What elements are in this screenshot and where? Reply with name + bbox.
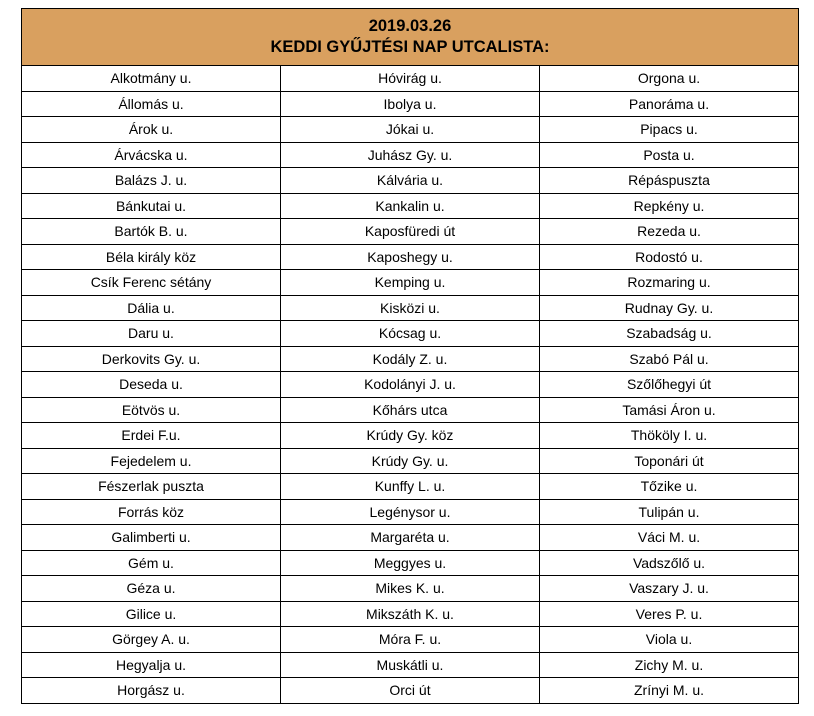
table-row xyxy=(22,66,799,92)
street-name-cell: Váci M. u. xyxy=(540,525,799,551)
header-cell xyxy=(22,9,799,66)
street-name-cell: Vadszőlő u. xyxy=(540,550,799,576)
street-name-cell: Kunffy L. u. xyxy=(281,474,540,500)
street-name-cell: Rozmaring u. xyxy=(540,270,799,296)
street-name-cell: Thököly I. u. xyxy=(540,423,799,449)
street-name-cell: Vaszary J. u. xyxy=(540,576,799,602)
street-rows xyxy=(22,66,799,704)
street-name-cell: Rezeda u. xyxy=(540,219,799,245)
collection-date: 2019.03.26 xyxy=(368,17,452,35)
street-name-cell: Bartók B. u. xyxy=(22,219,281,245)
table-row xyxy=(22,244,799,270)
street-name-cell: Margaréta u. xyxy=(281,525,540,551)
street-name-cell: Forrás köz xyxy=(22,499,281,525)
street-name-cell: Béla király köz xyxy=(22,244,281,270)
street-name-cell: Kodály Z. u. xyxy=(281,346,540,372)
street-name-cell: Árvácska u. xyxy=(22,142,281,168)
table-row xyxy=(22,525,799,551)
street-name-cell: Tőzike u. xyxy=(540,474,799,500)
street-name-cell: Mikszáth K. u. xyxy=(281,601,540,627)
street-name-cell: Árok u. xyxy=(22,117,281,143)
street-name-cell: Krúdy Gy. köz xyxy=(281,423,540,449)
street-name-cell: Szőlőhegyi út xyxy=(540,372,799,398)
street-name-cell: Kőhárs utca xyxy=(281,397,540,423)
street-name-cell: Daru u. xyxy=(22,321,281,347)
street-name-cell: Panoráma u. xyxy=(540,91,799,117)
table-row xyxy=(22,499,799,525)
street-name-cell: Hóvirág u. xyxy=(281,66,540,92)
street-name-cell: Veres P. u. xyxy=(540,601,799,627)
table-row xyxy=(22,168,799,194)
street-name-cell: Galimberti u. xyxy=(22,525,281,551)
table-row xyxy=(22,397,799,423)
table-row xyxy=(22,678,799,704)
street-name-cell: Zrínyi M. u. xyxy=(540,678,799,704)
street-name-cell: Kálvária u. xyxy=(281,168,540,194)
street-name-cell: Eötvös u. xyxy=(22,397,281,423)
street-name-cell: Jókai u. xyxy=(281,117,540,143)
street-name-cell: Legénysor u. xyxy=(281,499,540,525)
street-name-cell: Toponári út xyxy=(540,448,799,474)
street-name-cell: Szabadság u. xyxy=(540,321,799,347)
table-row xyxy=(22,321,799,347)
table-row xyxy=(22,142,799,168)
street-name-cell: Fejedelem u. xyxy=(22,448,281,474)
street-name-cell: Dália u. xyxy=(22,295,281,321)
street-name-cell: Kisközi u. xyxy=(281,295,540,321)
table-row xyxy=(22,270,799,296)
street-name-cell: Kemping u. xyxy=(281,270,540,296)
header-row xyxy=(22,9,799,66)
table-row xyxy=(22,576,799,602)
table-row xyxy=(22,117,799,143)
street-name-cell: Géza u. xyxy=(22,576,281,602)
street-name-cell: Viola u. xyxy=(540,627,799,653)
street-name-cell: Móra F. u. xyxy=(281,627,540,653)
table-row xyxy=(22,193,799,219)
street-name-cell: Orgona u. xyxy=(540,66,799,92)
table-row xyxy=(22,652,799,678)
table-row xyxy=(22,474,799,500)
street-name-cell: Kaposhegy u. xyxy=(281,244,540,270)
street-name-cell: Fészerlak puszta xyxy=(22,474,281,500)
street-name-cell: Krúdy Gy. u. xyxy=(281,448,540,474)
street-name-cell: Répáspuszta xyxy=(540,168,799,194)
street-name-cell: Muskátli u. xyxy=(281,652,540,678)
street-name-cell: Horgász u. xyxy=(22,678,281,704)
street-name-cell: Kodolányi J. u. xyxy=(281,372,540,398)
street-name-cell: Rodostó u. xyxy=(540,244,799,270)
table-row xyxy=(22,550,799,576)
street-name-cell: Görgey A. u. xyxy=(22,627,281,653)
table-row xyxy=(22,91,799,117)
street-name-cell: Bánkutai u. xyxy=(22,193,281,219)
street-name-cell: Balázs J. u. xyxy=(22,168,281,194)
table-row xyxy=(22,219,799,245)
street-name-cell: Kaposfüredi út xyxy=(281,219,540,245)
street-name-cell: Pipacs u. xyxy=(540,117,799,143)
street-name-cell: Erdei F.u. xyxy=(22,423,281,449)
street-name-cell: Kankalin u. xyxy=(281,193,540,219)
street-name-cell: Állomás u. xyxy=(22,91,281,117)
street-name-cell: Szabó Pál u. xyxy=(540,346,799,372)
street-name-cell: Gém u. xyxy=(22,550,281,576)
table-row xyxy=(22,627,799,653)
street-name-cell: Mikes K. u. xyxy=(281,576,540,602)
street-name-cell: Tulipán u. xyxy=(540,499,799,525)
street-name-cell: Ibolya u. xyxy=(281,91,540,117)
table-row xyxy=(22,295,799,321)
table-row xyxy=(22,601,799,627)
street-name-cell: Orci út xyxy=(281,678,540,704)
street-name-cell: Gilice u. xyxy=(22,601,281,627)
street-name-cell: Alkotmány u. xyxy=(22,66,281,92)
list-title: KEDDI GYŰJTÉSI NAP UTCALISTA: xyxy=(270,38,550,56)
street-name-cell: Derkovits Gy. u. xyxy=(22,346,281,372)
table-row xyxy=(22,423,799,449)
street-name-cell: Repkény u. xyxy=(540,193,799,219)
table-row xyxy=(22,372,799,398)
street-name-cell: Hegyalja u. xyxy=(22,652,281,678)
street-name-cell: Juhász Gy. u. xyxy=(281,142,540,168)
street-name-cell: Csík Ferenc sétány xyxy=(22,270,281,296)
street-name-cell: Posta u. xyxy=(540,142,799,168)
street-name-cell: Zichy M. u. xyxy=(540,652,799,678)
table-row xyxy=(22,346,799,372)
street-name-cell: Tamási Áron u. xyxy=(540,397,799,423)
street-list-table xyxy=(21,8,799,704)
street-name-cell: Rudnay Gy. u. xyxy=(540,295,799,321)
street-name-cell: Kócsag u. xyxy=(281,321,540,347)
street-name-cell: Deseda u. xyxy=(22,372,281,398)
table-row xyxy=(22,448,799,474)
street-name-cell: Meggyes u. xyxy=(281,550,540,576)
